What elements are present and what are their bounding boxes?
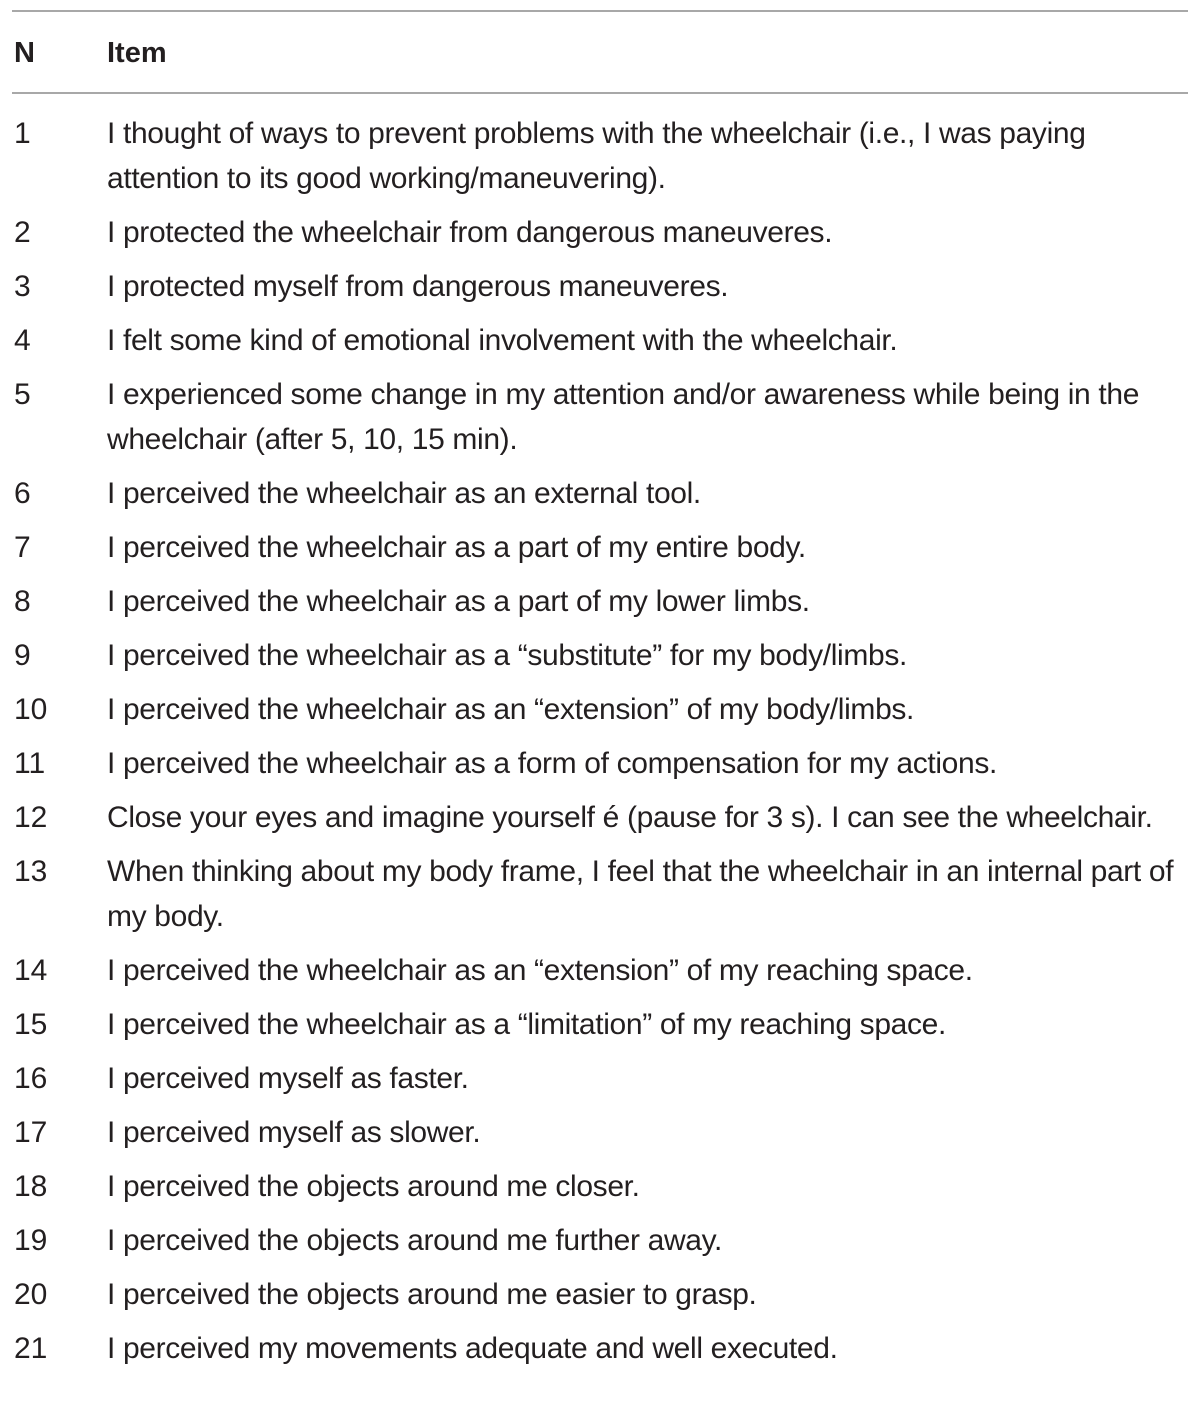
table-row: [12, 372, 1188, 462]
header-item: Item: [107, 37, 167, 69]
row-number: 9: [14, 639, 31, 672]
table-header: [12, 30, 1188, 78]
row-item-text: I perceived the wheelchair as an external tool.: [107, 477, 701, 510]
table-row: [12, 687, 1188, 732]
table-row: [12, 318, 1188, 363]
row-number: 13: [14, 855, 48, 888]
row-number: 12: [14, 801, 48, 834]
table-row: [12, 1056, 1188, 1101]
table-header-rule: [12, 92, 1188, 94]
row-item-text: I perceived the objects around me easier to grasp.: [107, 1278, 757, 1311]
row-item-text: I felt some kind of emotional involvement with the wheelchair.: [107, 324, 898, 357]
row-number: 15: [14, 1008, 48, 1041]
row-number: 5: [14, 378, 31, 411]
row-item-text: I perceived the wheelchair as a “substitute” for my body/limbs.: [107, 639, 907, 672]
row-item-text: I experienced some change in my attention and/or awareness while being in the wheelchair (after 5, 10, 15 min).: [107, 378, 1140, 456]
row-number: 21: [14, 1332, 48, 1365]
row-number: 11: [14, 747, 46, 780]
table-body: [12, 111, 1188, 1380]
row-item-text: I protected the wheelchair from dangerous maneuveres.: [107, 216, 833, 249]
table-row: [12, 1110, 1188, 1155]
table-row: [12, 579, 1188, 624]
row-number: 8: [14, 585, 31, 618]
row-number: 3: [14, 270, 31, 303]
table-row: [12, 948, 1188, 993]
row-item-text: I perceived myself as faster.: [107, 1062, 469, 1095]
row-item-text: Close your eyes and imagine yourself é (pause for 3 s). I can see the wheelchair.: [107, 801, 1153, 834]
table-row: [12, 795, 1188, 840]
header-n: N: [14, 37, 35, 69]
table-row: [12, 471, 1188, 516]
row-item-text: I perceived the wheelchair as a part of my entire body.: [107, 531, 806, 564]
row-number: 2: [14, 216, 31, 249]
row-number: 16: [14, 1062, 48, 1095]
table-row: [12, 525, 1188, 570]
row-item-text: I thought of ways to prevent problems with the wheelchair (i.e., I was paying attention to its good working/maneuvering).: [107, 117, 1086, 195]
row-item-text: When thinking about my body frame, I feel that the wheelchair in an internal part of my body.: [107, 855, 1174, 933]
row-number: 18: [14, 1170, 48, 1203]
row-number: 19: [14, 1224, 48, 1257]
row-number: 4: [14, 324, 31, 357]
row-item-text: I perceived the wheelchair as a part of my lower limbs.: [107, 585, 810, 618]
row-item-text: I perceived the wheelchair as an “extension” of my reaching space.: [107, 954, 973, 987]
row-number: 1: [14, 117, 31, 150]
row-item-text: I perceived myself as slower.: [107, 1116, 481, 1149]
table-row: [12, 111, 1188, 201]
row-number: 17: [14, 1116, 48, 1149]
table-row: [12, 1218, 1188, 1263]
row-number: 7: [14, 531, 31, 564]
table-row: [12, 1272, 1188, 1317]
row-number: 20: [14, 1278, 48, 1311]
table-row: [12, 1002, 1188, 1047]
row-number: 6: [14, 477, 31, 510]
table-row: [12, 264, 1188, 309]
row-item-text: I perceived the wheelchair as a form of compensation for my actions.: [107, 747, 997, 780]
table-row: [12, 1326, 1188, 1371]
table-row: [12, 633, 1188, 678]
row-item-text: I perceived my movements adequate and well executed.: [107, 1332, 838, 1365]
row-number: 10: [14, 693, 48, 726]
row-item-text: I perceived the wheelchair as a “limitation” of my reaching space.: [107, 1008, 946, 1041]
row-number: 14: [14, 954, 48, 987]
row-item-text: I perceived the wheelchair as an “extension” of my body/limbs.: [107, 693, 915, 726]
row-item-text: I perceived the objects around me closer.: [107, 1170, 640, 1203]
row-item-text: I perceived the objects around me further away.: [107, 1224, 723, 1257]
table-row: [12, 210, 1188, 255]
row-item-text: I protected myself from dangerous maneuveres.: [107, 270, 729, 303]
table-row: [12, 741, 1188, 786]
table-row: [12, 1164, 1188, 1209]
table-row: [12, 849, 1188, 939]
table-top-rule: [12, 10, 1188, 12]
